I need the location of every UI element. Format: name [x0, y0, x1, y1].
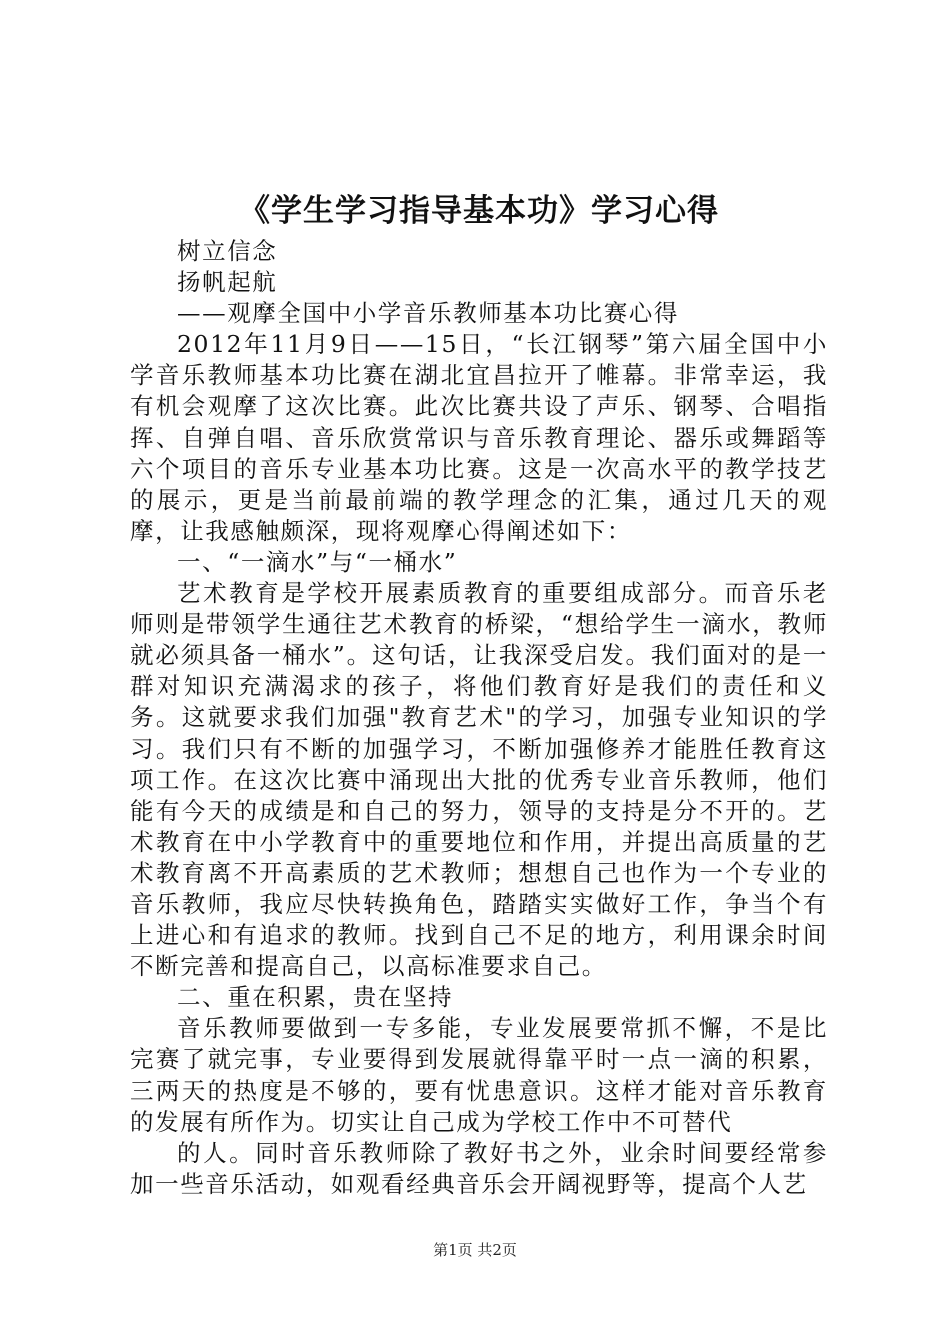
paragraph-section-1: 艺术教育是学校开展素质教育的重要组成部分。而音乐老师则是带领学生通往艺术教育的桥梁，“想给学生一滴水，教师就必须具备一桶水”。这句话，让我深受启发。我们面对的是一群对知识充满渴求的孩子，将他们教育好是我们的责任和义务。这就要求我们加强"教育艺术"的学习，加强专业知识的学习。我们只有不断的加强学习，不断加强修养才能胜任教育这项工作。在这次比赛中涌现出大批的优秀专业音乐教师，他们能有今天的成绩是和自己的努力，领导的支持是分不开的。艺术教育在中小学教育中的重要地位和作用，并提出高质量的艺术教育离不开高素质的艺术教师；想想自己也作为一个专业的音乐教师，我应尽快转换角色，踏踏实实做好工作，争当个有上进心和有追求的教师。找到自己不足的地方，利用课余时间不断完善和提高自己，以高标准要求自己。	[130, 579, 828, 981]
subtitle-line-2: 扬帆起航	[177, 268, 278, 297]
page-footer: 第1页 共2页	[433, 1241, 517, 1259]
subtitle-line-1: 树立信念	[177, 237, 278, 265]
document-title: 《学生学习指导基本功》学习心得	[239, 193, 719, 229]
paragraph-intro: 2012年11月9日——15日，“长江钢琴”第六届全国中小学音乐教师基本功比赛在湖北宜昌拉开了帷幕。非常幸运，我有机会观摩了这次比赛。此次比赛共设了声乐、钢琴、合唱指挥、自弹自唱、音乐欣赏常识与音乐教育理论、器乐或舞蹈等六个项目的音乐专业基本功比赛。这是一次高水平的教学技艺的展示，更是当前最前端的教学理念的汇集，通过几天的观摩，让我感触颇深，现将观摩心得阐述如下：	[130, 330, 828, 545]
subtitle-line-3: ——观摩全国中小学音乐教师基本功比赛心得	[177, 299, 679, 328]
section-heading-2: 二、重在积累，贵在坚持	[177, 983, 454, 1012]
paragraph-section-2b: 的人。同时音乐教师除了教好书之外，业余时间要经常参加一些音乐活动，如观看经典音乐会开阔视野等，提高个人艺	[130, 1138, 828, 1198]
section-heading-1: 一、“一滴水”与“一桶水”	[177, 547, 458, 576]
document-body	[130, 236, 828, 1200]
document-page	[130, 186, 828, 1200]
paragraph-section-2a: 音乐教师要做到一专多能，专业发展要常抓不懈，不是比完赛了就完事，专业要得到发展就得靠平时一点一滴的积累，三两天的热度是不够的，要有忧患意识。这样才能对音乐教育的发展有所作为。切实让自己成为学校工作中不可替代	[130, 1014, 828, 1136]
